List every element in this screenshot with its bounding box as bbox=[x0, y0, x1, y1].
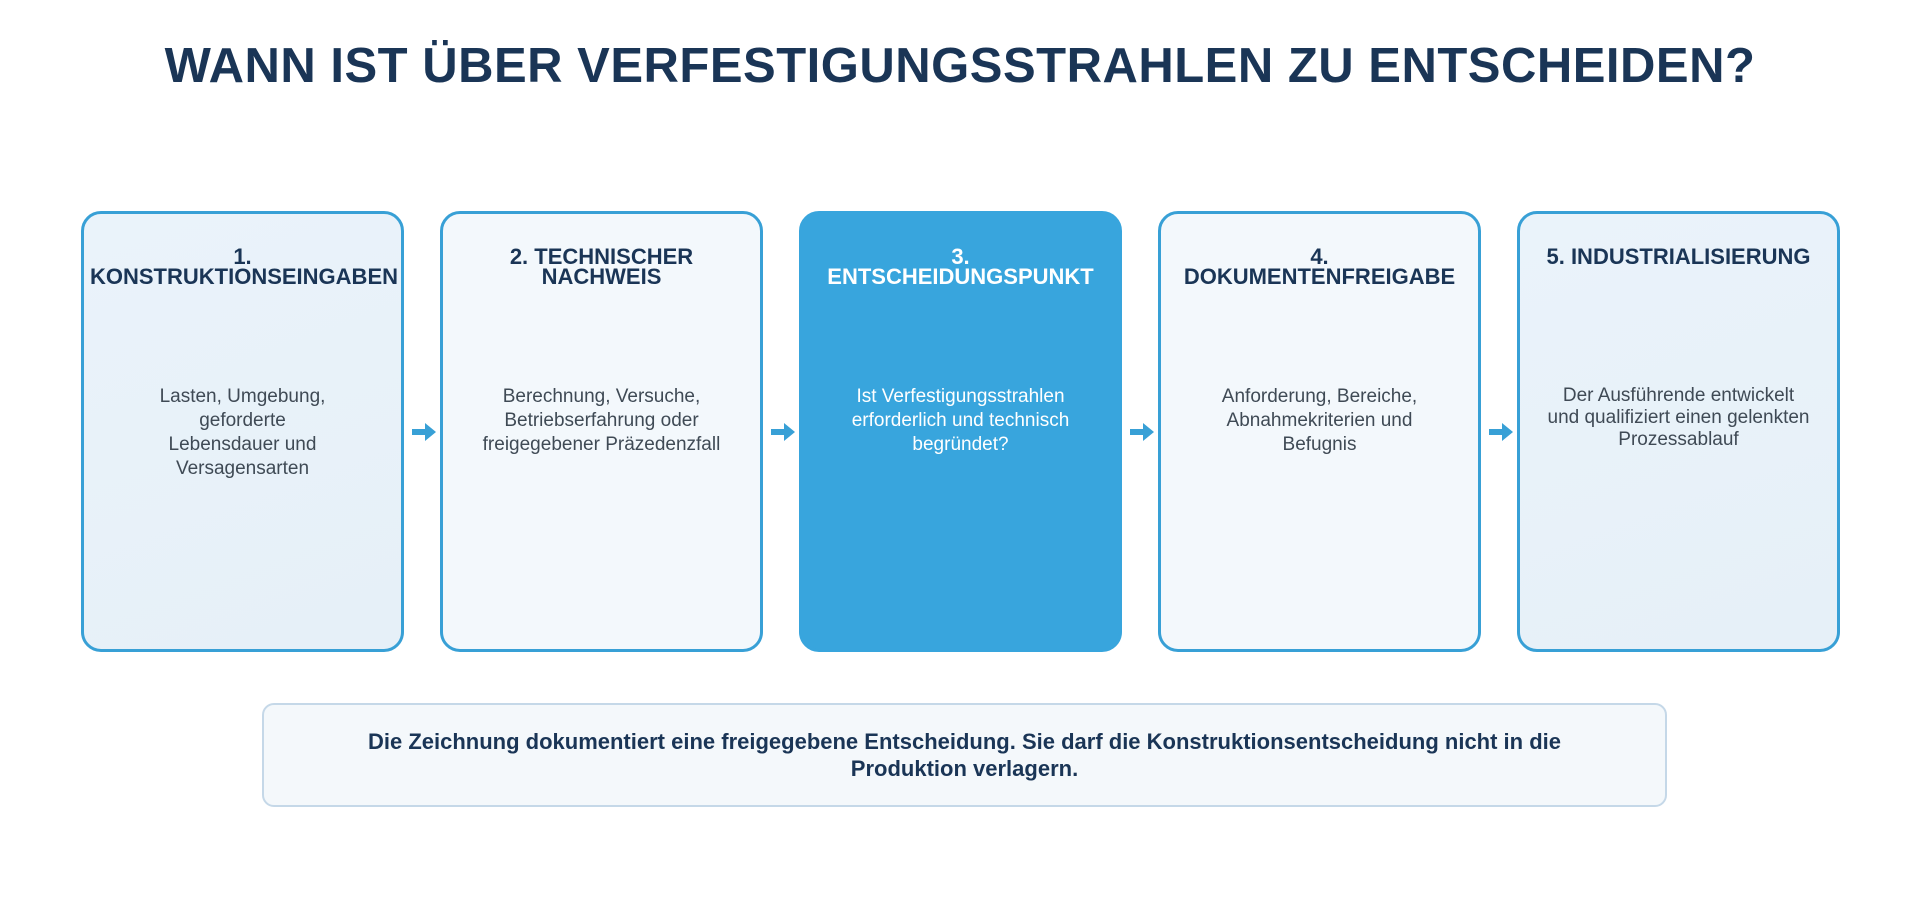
step-desc-line: begründet? bbox=[912, 434, 1009, 455]
step-title-line: NACHWEIS bbox=[541, 264, 662, 289]
step-title-line: 3. bbox=[951, 244, 970, 269]
step-title-line: ENTSCHEIDUNGSPUNKT bbox=[827, 264, 1094, 289]
arrow-right-icon bbox=[771, 423, 795, 441]
step-desc-line: Prozessablauf bbox=[1618, 429, 1739, 450]
step-desc-line: Abnahmekriterien und bbox=[1226, 410, 1413, 431]
step-title bbox=[443, 244, 760, 289]
step-title bbox=[1520, 244, 1837, 269]
step-desc-line: Ist Verfestigungsstrahlen bbox=[856, 386, 1065, 407]
step-title-line: 4. bbox=[1310, 244, 1329, 269]
note-text: Die Zeichnung dokumentiert eine freigegebene Entscheidung. Sie darf die Konstruktionsentscheidung nicht in die Produktion verlagern. bbox=[367, 729, 1562, 781]
step-card-5 bbox=[1517, 211, 1840, 652]
step-title-line: 1. bbox=[233, 244, 252, 269]
step-title bbox=[84, 244, 401, 289]
step-desc-line: Anforderung, Bereiche, bbox=[1221, 386, 1418, 407]
step-title-line: KONSTRUKTIONSEINGABEN bbox=[90, 264, 399, 289]
note-box bbox=[262, 703, 1667, 807]
step-desc-line: erforderlich und technisch bbox=[851, 410, 1070, 431]
step-card-4 bbox=[1158, 211, 1481, 652]
step-title-line: 2. TECHNISCHER bbox=[509, 244, 694, 269]
step-description bbox=[1520, 385, 1837, 451]
arrow-right-icon bbox=[412, 423, 436, 441]
step-title bbox=[802, 244, 1119, 289]
step-title bbox=[1161, 244, 1478, 289]
step-title-line: 5. INDUSTRIALISIERUNG bbox=[1546, 244, 1811, 269]
page-title: WANN IST ÜBER VERFESTIGUNGSSTRAHLEN ZU ENTSCHEIDEN? bbox=[164, 39, 1756, 93]
step-desc-line: Lebensdauer und bbox=[168, 434, 317, 455]
step-card-3 bbox=[799, 211, 1122, 652]
step-desc-line: und qualifiziert einen gelenkten bbox=[1547, 407, 1810, 428]
step-desc-line: Betriebserfahrung oder bbox=[504, 410, 699, 431]
step-card-1 bbox=[81, 211, 404, 652]
step-title-line: DOKUMENTENFREIGABE bbox=[1183, 264, 1456, 289]
step-desc-line: Berechnung, Versuche, bbox=[502, 386, 701, 407]
arrow-right-icon bbox=[1489, 423, 1513, 441]
step-card-2 bbox=[440, 211, 763, 652]
step-desc-line: Der Ausführende entwickelt bbox=[1562, 385, 1795, 406]
step-description bbox=[802, 385, 1119, 457]
step-description bbox=[443, 385, 760, 457]
step-description bbox=[1161, 385, 1478, 457]
step-desc-line: Lasten, Umgebung, geforderte bbox=[159, 386, 326, 431]
step-description bbox=[84, 385, 401, 481]
step-desc-line: freigegebener Präzedenzfall bbox=[482, 434, 721, 455]
arrow-right-icon bbox=[1130, 423, 1154, 441]
step-desc-line: Versagensarten bbox=[175, 458, 310, 479]
step-desc-line: Befugnis bbox=[1282, 434, 1357, 455]
